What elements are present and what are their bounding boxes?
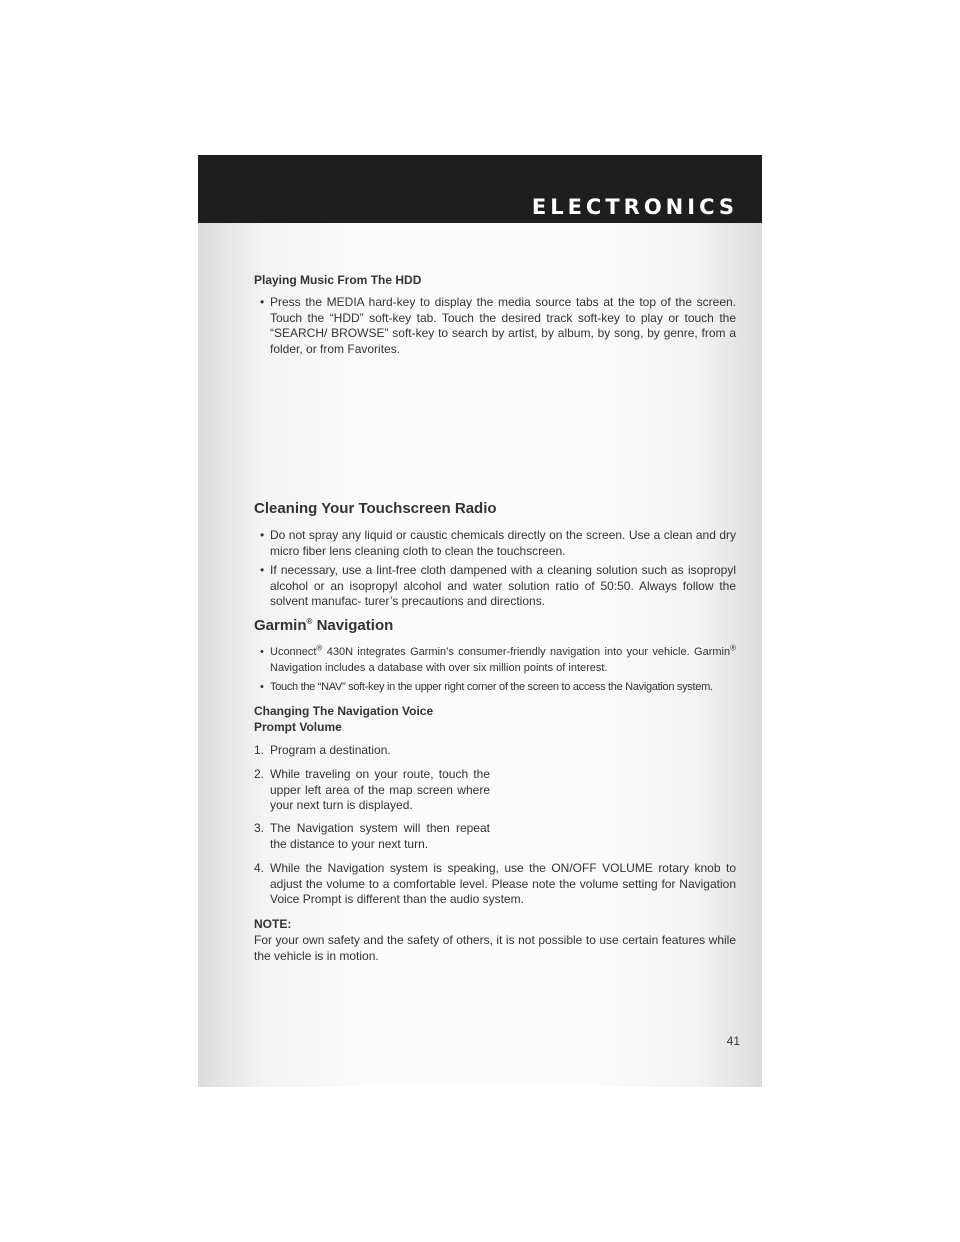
garmin-bullet-2: • Touch the “NAV” soft-key in the upper right corner of the screen to access the Navigation system. xyxy=(254,680,736,696)
bullet-dot: • xyxy=(260,528,265,542)
cleaning-bullet-2: • If necessary, use a lint-free cloth dampened with a cleaning solution such as isopropyl alcohol or an isopropyl alcohol and water solution ratio of 50:50. Always follow the solvent manufac- turer’s precautions and directions. xyxy=(260,563,736,608)
voice-step-4: 4. While the Navigation system is speaking, use the ON/OFF VOLUME rotary knob to adjust the volume to a comfortable level. Please note the volume setting for Navigation Voice Prompt is different than the audio system. xyxy=(254,861,736,906)
note-text: For your own safety and the safety of others, it is not possible to use certain features while the vehicle is in motion. xyxy=(254,933,736,963)
bullet-dot: • xyxy=(260,681,264,693)
bullet-dot: • xyxy=(260,646,264,658)
page-number: 41 xyxy=(726,1034,740,1048)
bullet-dot: • xyxy=(260,563,265,577)
voice-step-1: 1. Program a destination. xyxy=(254,743,391,757)
cleaning-bullet-1: • Do not spray any liquid or caustic chemicals directly on the screen. Use a clean and dry micro fiber lens cleaning cloth to clean the touchscreen. xyxy=(260,528,736,558)
hdd-bullet-1: • Press the MEDIA hard-key to display the media source tabs at the top of the screen. Touch the “HDD” soft-key tab. Touch the desired track soft-key to play or touch the “SEARCH/ BROWSE” soft-key to search by artist, by album, by song, by genre, from a folder, or from Favorites. xyxy=(260,295,736,356)
voice-heading: Changing The Navigation Voice Prompt Volume xyxy=(254,704,434,734)
section-header-bar xyxy=(198,155,762,223)
voice-step-3: 3. The Navigation system will then repeat the distance to your next turn. xyxy=(254,821,490,851)
garmin-bullet-1: • Uconnect® 430N integrates Garmin’s consumer-friendly navigation into your vehicle. Garmin® Navigation includes a database with over six million points of interest. xyxy=(260,643,736,674)
hdd-heading: Playing Music From The HDD xyxy=(254,273,422,287)
cleaning-heading: Cleaning Your Touchscreen Radio xyxy=(254,500,497,517)
note-label: NOTE: xyxy=(254,917,292,931)
bullet-dot: • xyxy=(260,295,265,309)
manual-page xyxy=(198,155,762,1087)
voice-step-2: 2. While traveling on your route, touch the upper left area of the map screen where your next turn is displayed. xyxy=(254,767,490,812)
section-title: ELECTRONICS xyxy=(531,195,738,219)
garmin-heading: Garmin® Navigation xyxy=(254,617,394,634)
